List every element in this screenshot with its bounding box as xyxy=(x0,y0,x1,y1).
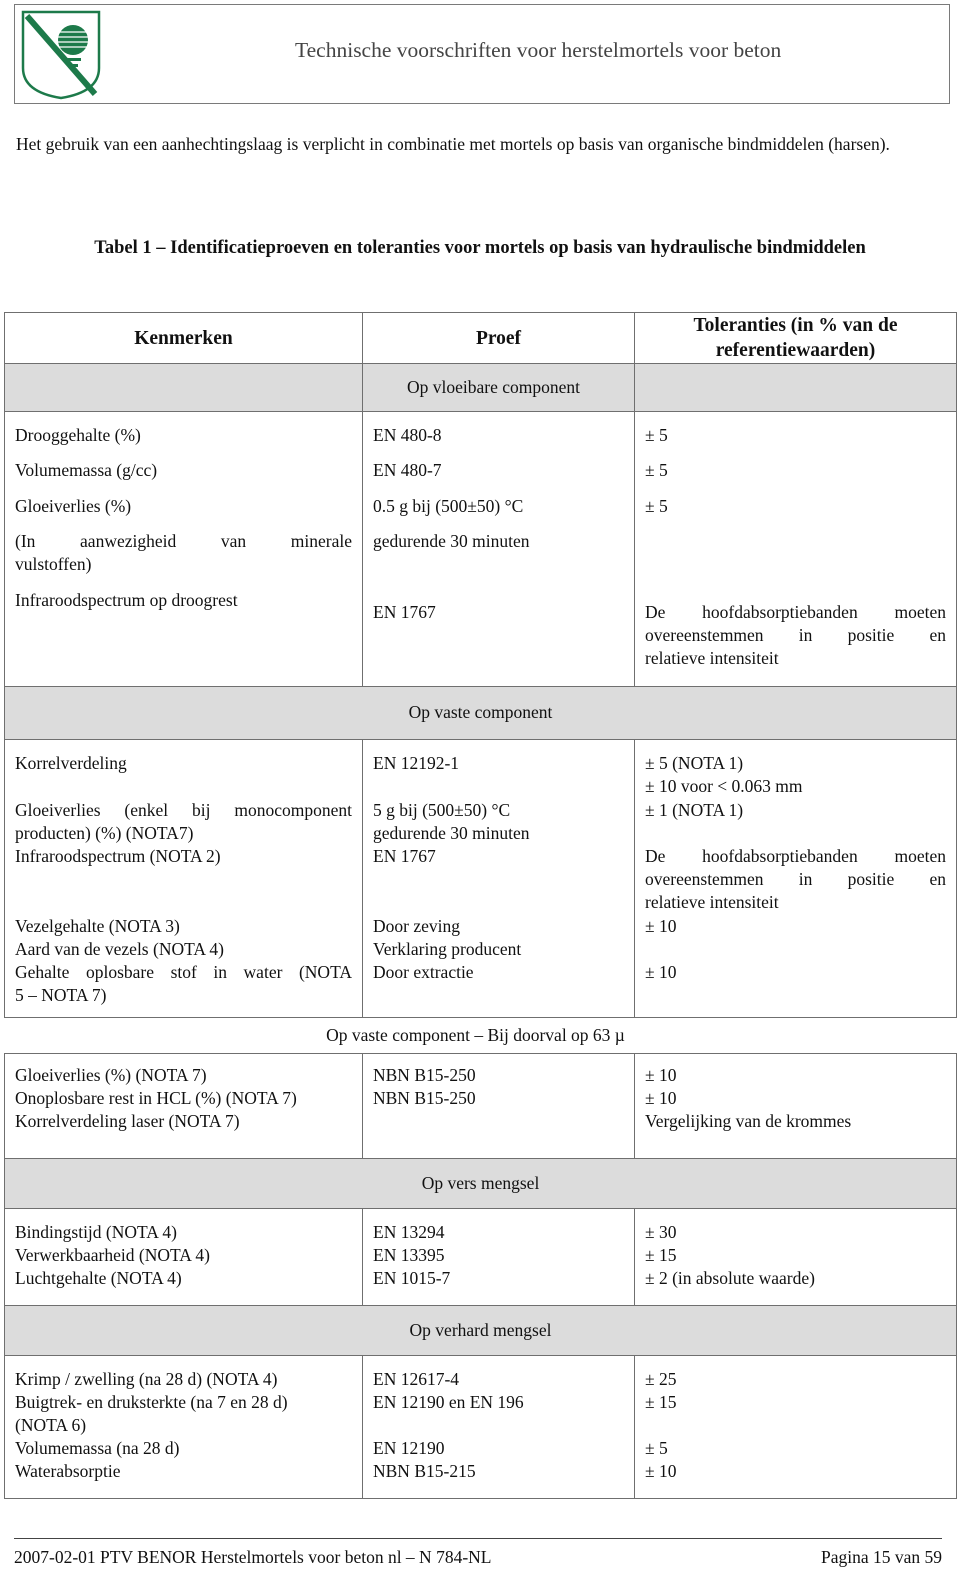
cell-nbn-b15-215: NBN B15-215 xyxy=(373,1461,476,1481)
cell-en-12617-4: EN 12617-4 xyxy=(373,1369,460,1389)
cell-verklaring: Verklaring producent xyxy=(373,939,522,959)
header-kenmerken: Kenmerken xyxy=(5,313,363,364)
cell-tol-ir-2: overeenstemmen in positie en xyxy=(645,625,946,645)
cell-tol-d2: ± 10 xyxy=(645,1088,677,1108)
cell-tol-droog: ± 5 xyxy=(645,425,668,445)
section-row xyxy=(5,1159,957,1209)
cell-en-1767-b: EN 1767 xyxy=(373,846,436,866)
cell-korrel-laser: Korrelverdeling laser (NOTA 7) xyxy=(15,1111,240,1131)
cell-tol-h1: ± 25 xyxy=(645,1369,677,1389)
cell-en-1015-7: EN 1015-7 xyxy=(373,1268,451,1288)
cell-waterabsorptie: Waterabsorptie xyxy=(15,1461,121,1481)
cell-bindingstijd: Bindingstijd (NOTA 4) xyxy=(15,1222,177,1242)
header-proef: Proef xyxy=(363,313,635,364)
identification-table xyxy=(4,312,957,1499)
section-vast: Op vaste component xyxy=(5,687,957,740)
cell-tol-ir-3: relatieve intensiteit xyxy=(645,648,779,668)
cell-aanwezigheid-1: (In aanwezigheid van minerale xyxy=(15,531,352,551)
cell-en-12190-196: EN 12190 en EN 196 xyxy=(373,1392,524,1412)
table-row xyxy=(5,412,957,687)
cell-tol-h3: ± 5 xyxy=(645,1438,668,1458)
section-row xyxy=(5,687,957,740)
cell-tol-korrel: ± 5 (NOTA 1) xyxy=(645,753,744,773)
cell-drooggehalte: Drooggehalte (%) xyxy=(15,425,141,445)
cell-tol-v3: ± 2 (in absolute waarde) xyxy=(645,1268,815,1288)
cell-5g: 5 g bij (500±50) °C xyxy=(373,800,511,820)
table-header-row xyxy=(5,313,957,364)
cell-tol-vol: ± 5 xyxy=(645,460,668,480)
section-row xyxy=(5,1018,957,1054)
cell-door-zeving: Door zeving xyxy=(373,916,460,936)
table-row xyxy=(5,740,957,1018)
cell-en-13294: EN 13294 xyxy=(373,1222,445,1242)
cell-tol-d1: ± 10 xyxy=(645,1065,677,1085)
cell-30-min: gedurende 30 minuten xyxy=(373,823,530,843)
footer-page-number: Pagina 15 van 59 xyxy=(820,1547,942,1567)
cell-onoplosbaar: Onoplosbare rest in HCL (%) (NOTA 7) xyxy=(15,1088,297,1108)
section-vers: Op vers mengsel xyxy=(5,1159,957,1209)
cell-tol-ir-b-3: relatieve intensiteit xyxy=(645,892,779,912)
cell-krimp: Krimp / zwelling (na 28 d) (NOTA 4) xyxy=(15,1369,278,1389)
cell-aanwezigheid-2: vulstoffen) xyxy=(15,554,92,574)
cell-door-extractie: Door extractie xyxy=(373,962,474,982)
cell-tol-ir-b-2: overeenstemmen in positie en xyxy=(645,869,946,889)
cell-infrarood: Infraroodspectrum op droogrest xyxy=(15,590,238,610)
cell-nbn-b15-250-a: NBN B15-250 xyxy=(373,1065,476,1085)
cell-volumemassa-28: Volumemassa (na 28 d) xyxy=(15,1438,180,1458)
cell-tol-gloei: ± 5 xyxy=(645,496,668,516)
cell-verwerkbaarheid: Verwerkbaarheid (NOTA 4) xyxy=(15,1245,210,1265)
cell-volumemassa: Volumemassa (g/cc) xyxy=(15,460,158,480)
cell-buigtrek-2: (NOTA 6) xyxy=(15,1415,87,1435)
cell-nbn-b15-250-b: NBN B15-250 xyxy=(373,1088,476,1108)
cell-aard-vezels: Aard van de vezels (NOTA 4) xyxy=(15,939,225,959)
section-row xyxy=(5,364,957,412)
cell-buigtrek-1: Buigtrek- en druksterkte (na 7 en 28 d) xyxy=(15,1392,288,1412)
cell-tol-ir-b-1: De hoofdabsorptiebanden moeten xyxy=(645,846,946,866)
cell-tol-korrel-b: ± 10 voor < 0.063 mm xyxy=(645,776,803,796)
cell-gloei-nota7: Gloeiverlies (%) (NOTA 7) xyxy=(15,1065,207,1085)
cell-tol-oplosbaar: ± 10 xyxy=(645,962,677,982)
cell-en-13395: EN 13395 xyxy=(373,1245,445,1265)
intro-paragraph: Het gebruik van een aanhechtingslaag is verplicht in combinatie met mortels op basis van organische bindmiddelen (harsen). xyxy=(16,134,890,154)
cell-tol-v1: ± 30 xyxy=(645,1222,677,1242)
benor-logo-icon xyxy=(21,10,101,100)
cell-en-12192-1: EN 12192-1 xyxy=(373,753,460,773)
header-title: Technische voorschriften voor herstelmortels voor beton xyxy=(295,38,782,62)
cell-oplosbaar-1: Gehalte oplosbare stof in water (NOTA xyxy=(15,962,352,982)
cell-gloei-mono-1: Gloeiverlies (enkel bij monocomponent xyxy=(15,800,352,820)
section-row xyxy=(5,1306,957,1356)
cell-gloei-proef: 0.5 g bij (500±50) °C xyxy=(373,496,524,516)
cell-tol-h2: ± 15 xyxy=(645,1392,677,1412)
page-header xyxy=(14,4,950,104)
cell-tol-d3: Vergelijking van de krommes xyxy=(645,1111,852,1131)
table-caption: Tabel 1 – Identificatieproeven en toleranties voor mortels op basis van hydraulische bindmiddelen xyxy=(94,238,866,258)
table-row xyxy=(5,1054,957,1159)
cell-infrarood-nota2: Infraroodspectrum (NOTA 2) xyxy=(15,846,221,866)
section-verhard: Op verhard mengsel xyxy=(5,1306,957,1356)
cell-gloeiverlies: Gloeiverlies (%) xyxy=(15,496,132,516)
cell-luchtgehalte: Luchtgehalte (NOTA 4) xyxy=(15,1268,182,1288)
cell-tol-gloei: ± 1 (NOTA 1) xyxy=(645,800,744,820)
cell-tol-v2: ± 15 xyxy=(645,1245,677,1265)
cell-oplosbaar-2: 5 – NOTA 7) xyxy=(15,985,107,1005)
header-toleranties: Toleranties (in % van de referentiewaarden) xyxy=(635,313,957,364)
cell-tol-h4: ± 10 xyxy=(645,1461,677,1481)
cell-vezelgehalte: Vezelgehalte (NOTA 3) xyxy=(15,916,180,936)
cell-en-480-7: EN 480-7 xyxy=(373,460,442,480)
section-doorval: Op vaste component – Bij doorval op 63 µ xyxy=(5,1018,957,1054)
cell-30-minuten: gedurende 30 minuten xyxy=(373,531,530,551)
cell-en-12190: EN 12190 xyxy=(373,1438,445,1458)
cell-tol-vezel: ± 10 xyxy=(645,916,677,936)
page-footer xyxy=(14,1538,942,1567)
section-vloeibaar: Op vloeibare component xyxy=(363,364,635,412)
table-row xyxy=(5,1209,957,1306)
footer-document-id: 2007-02-01 PTV BENOR Herstelmortels voor beton nl – N 784-NL xyxy=(14,1547,492,1567)
cell-en-1767: EN 1767 xyxy=(373,602,436,622)
cell-tol-ir-1: De hoofdabsorptiebanden moeten xyxy=(645,602,946,622)
cell-korrelverdeling: Korrelverdeling xyxy=(15,753,127,773)
cell-gloei-mono-2: producten) (%) (NOTA7) xyxy=(15,823,194,843)
table-row xyxy=(5,1356,957,1499)
cell-en-480-8: EN 480-8 xyxy=(373,425,442,445)
